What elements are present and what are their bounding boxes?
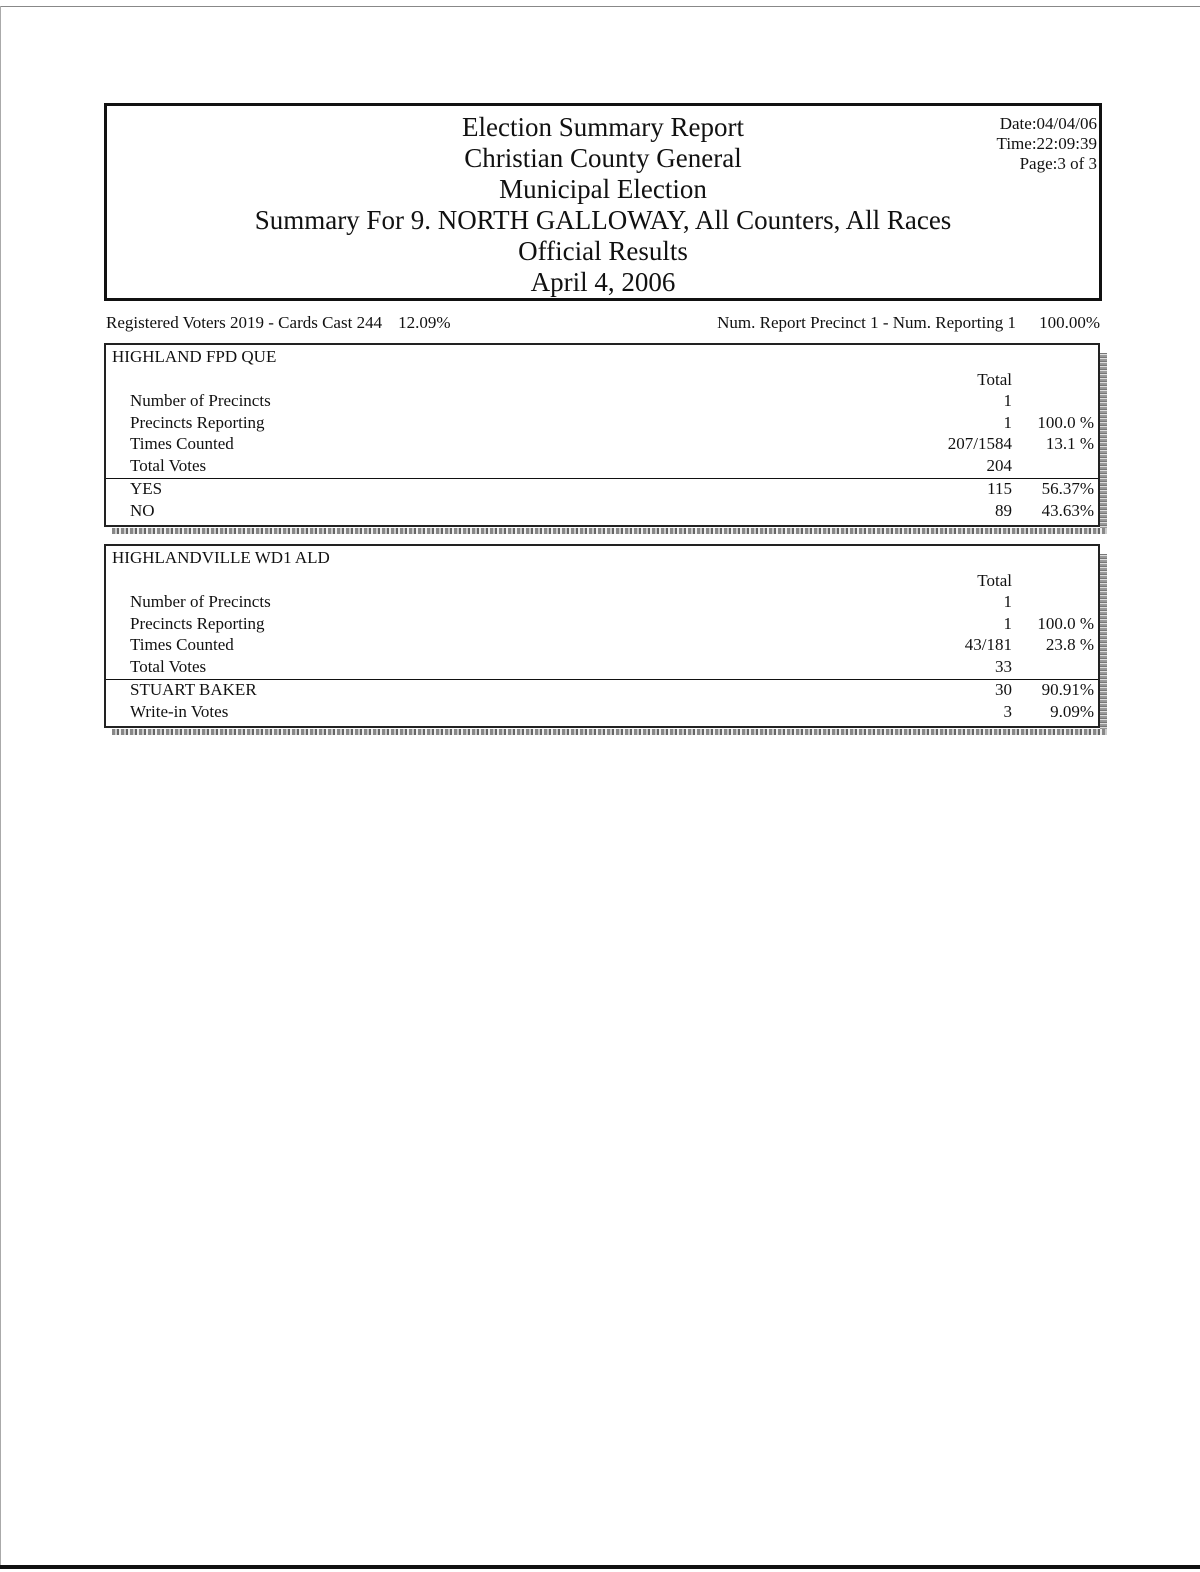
turnout-percent: 12.09%	[398, 313, 451, 332]
stat-value: 1	[1003, 614, 1012, 633]
stat-value: 204	[986, 456, 1012, 475]
title-line: Official Results	[518, 236, 688, 266]
stat-label: Times Counted	[130, 635, 234, 654]
box-shadow	[1100, 353, 1107, 533]
choice-votes: 115	[987, 479, 1012, 498]
choice-percent: 43.63%	[1041, 501, 1094, 520]
box-shadow	[112, 528, 1107, 534]
stat-label: Precincts Reporting	[130, 413, 265, 432]
stat-value: 43/181	[964, 635, 1012, 654]
stat-label: Precincts Reporting	[130, 614, 265, 633]
stat-row	[106, 591, 1098, 613]
title-line: Municipal Election	[499, 174, 707, 204]
stat-row	[106, 656, 1098, 678]
registered-voters-text: Registered Voters 2019 - Cards Cast 244	[106, 313, 383, 332]
report-time: Time:22:09:39	[996, 134, 1097, 153]
stat-row	[106, 390, 1098, 412]
choice-votes: 30	[995, 680, 1012, 699]
choice-percent: 90.91%	[1041, 680, 1094, 699]
choice-votes: 89	[995, 501, 1012, 520]
choice-label: NO	[130, 501, 155, 520]
race-title: HIGHLAND FPD QUE	[112, 347, 277, 366]
stat-value: 33	[995, 657, 1012, 676]
box-shadow	[112, 729, 1107, 735]
report-page: Page:3 of 3	[1019, 154, 1097, 173]
race-section	[104, 343, 1100, 527]
choice-row	[106, 679, 1098, 701]
stat-label: Times Counted	[130, 434, 234, 453]
choice-row	[106, 478, 1098, 500]
precinct-summary	[717, 313, 1100, 333]
stat-row	[106, 613, 1098, 635]
race-section	[104, 544, 1100, 728]
box-shadow	[1100, 554, 1107, 734]
title-line: Election Summary Report	[462, 112, 744, 142]
choice-row	[106, 701, 1098, 723]
race-title: HIGHLANDVILLE WD1 ALD	[112, 548, 330, 567]
choice-percent: 9.09%	[1050, 702, 1094, 721]
choice-label: Write-in Votes	[130, 702, 229, 721]
stat-percent: 13.1 %	[1045, 434, 1094, 453]
stat-row	[106, 634, 1098, 656]
scan-edge-left	[0, 6, 1, 1568]
choice-label: STUART BAKER	[130, 680, 257, 699]
precinct-reporting-text: Num. Report Precinct 1 - Num. Reporting 1	[717, 313, 1016, 332]
stat-value: 1	[1003, 413, 1012, 432]
stat-value: 207/1584	[947, 434, 1012, 453]
stat-label: Number of Precincts	[130, 391, 271, 410]
column-header-total: Total	[977, 571, 1012, 590]
title-line: Summary For 9. NORTH GALLOWAY, All Counters, All Races	[254, 205, 952, 235]
registered-voters-summary	[106, 313, 451, 333]
report-date: Date:04/04/06	[999, 114, 1097, 133]
stat-percent: 23.8 %	[1045, 635, 1094, 654]
scan-edge-top	[0, 6, 1200, 7]
stat-label: Total Votes	[130, 657, 207, 676]
column-header-total: Total	[977, 370, 1012, 389]
stat-label: Total Votes	[130, 456, 207, 475]
precinct-reporting-percent: 100.00%	[1039, 313, 1100, 332]
choice-percent: 56.37%	[1041, 479, 1094, 498]
choice-label: YES	[130, 479, 163, 498]
scan-edge-bottom	[0, 1565, 1200, 1569]
title-line: April 4, 2006	[530, 267, 676, 297]
stat-value: 1	[1003, 391, 1012, 410]
stat-row	[106, 412, 1098, 434]
stat-percent: 100.0 %	[1037, 614, 1094, 633]
stat-label: Number of Precincts	[130, 592, 271, 611]
stat-row	[106, 433, 1098, 455]
report-meta	[997, 114, 1097, 174]
report-header	[104, 103, 1102, 301]
choice-row	[106, 500, 1098, 522]
report-title	[107, 112, 1099, 298]
stat-percent: 100.0 %	[1037, 413, 1094, 432]
stat-value: 1	[1003, 592, 1012, 611]
stat-row	[106, 455, 1098, 477]
choice-votes: 3	[1003, 702, 1012, 721]
title-line: Christian County General	[464, 143, 742, 173]
